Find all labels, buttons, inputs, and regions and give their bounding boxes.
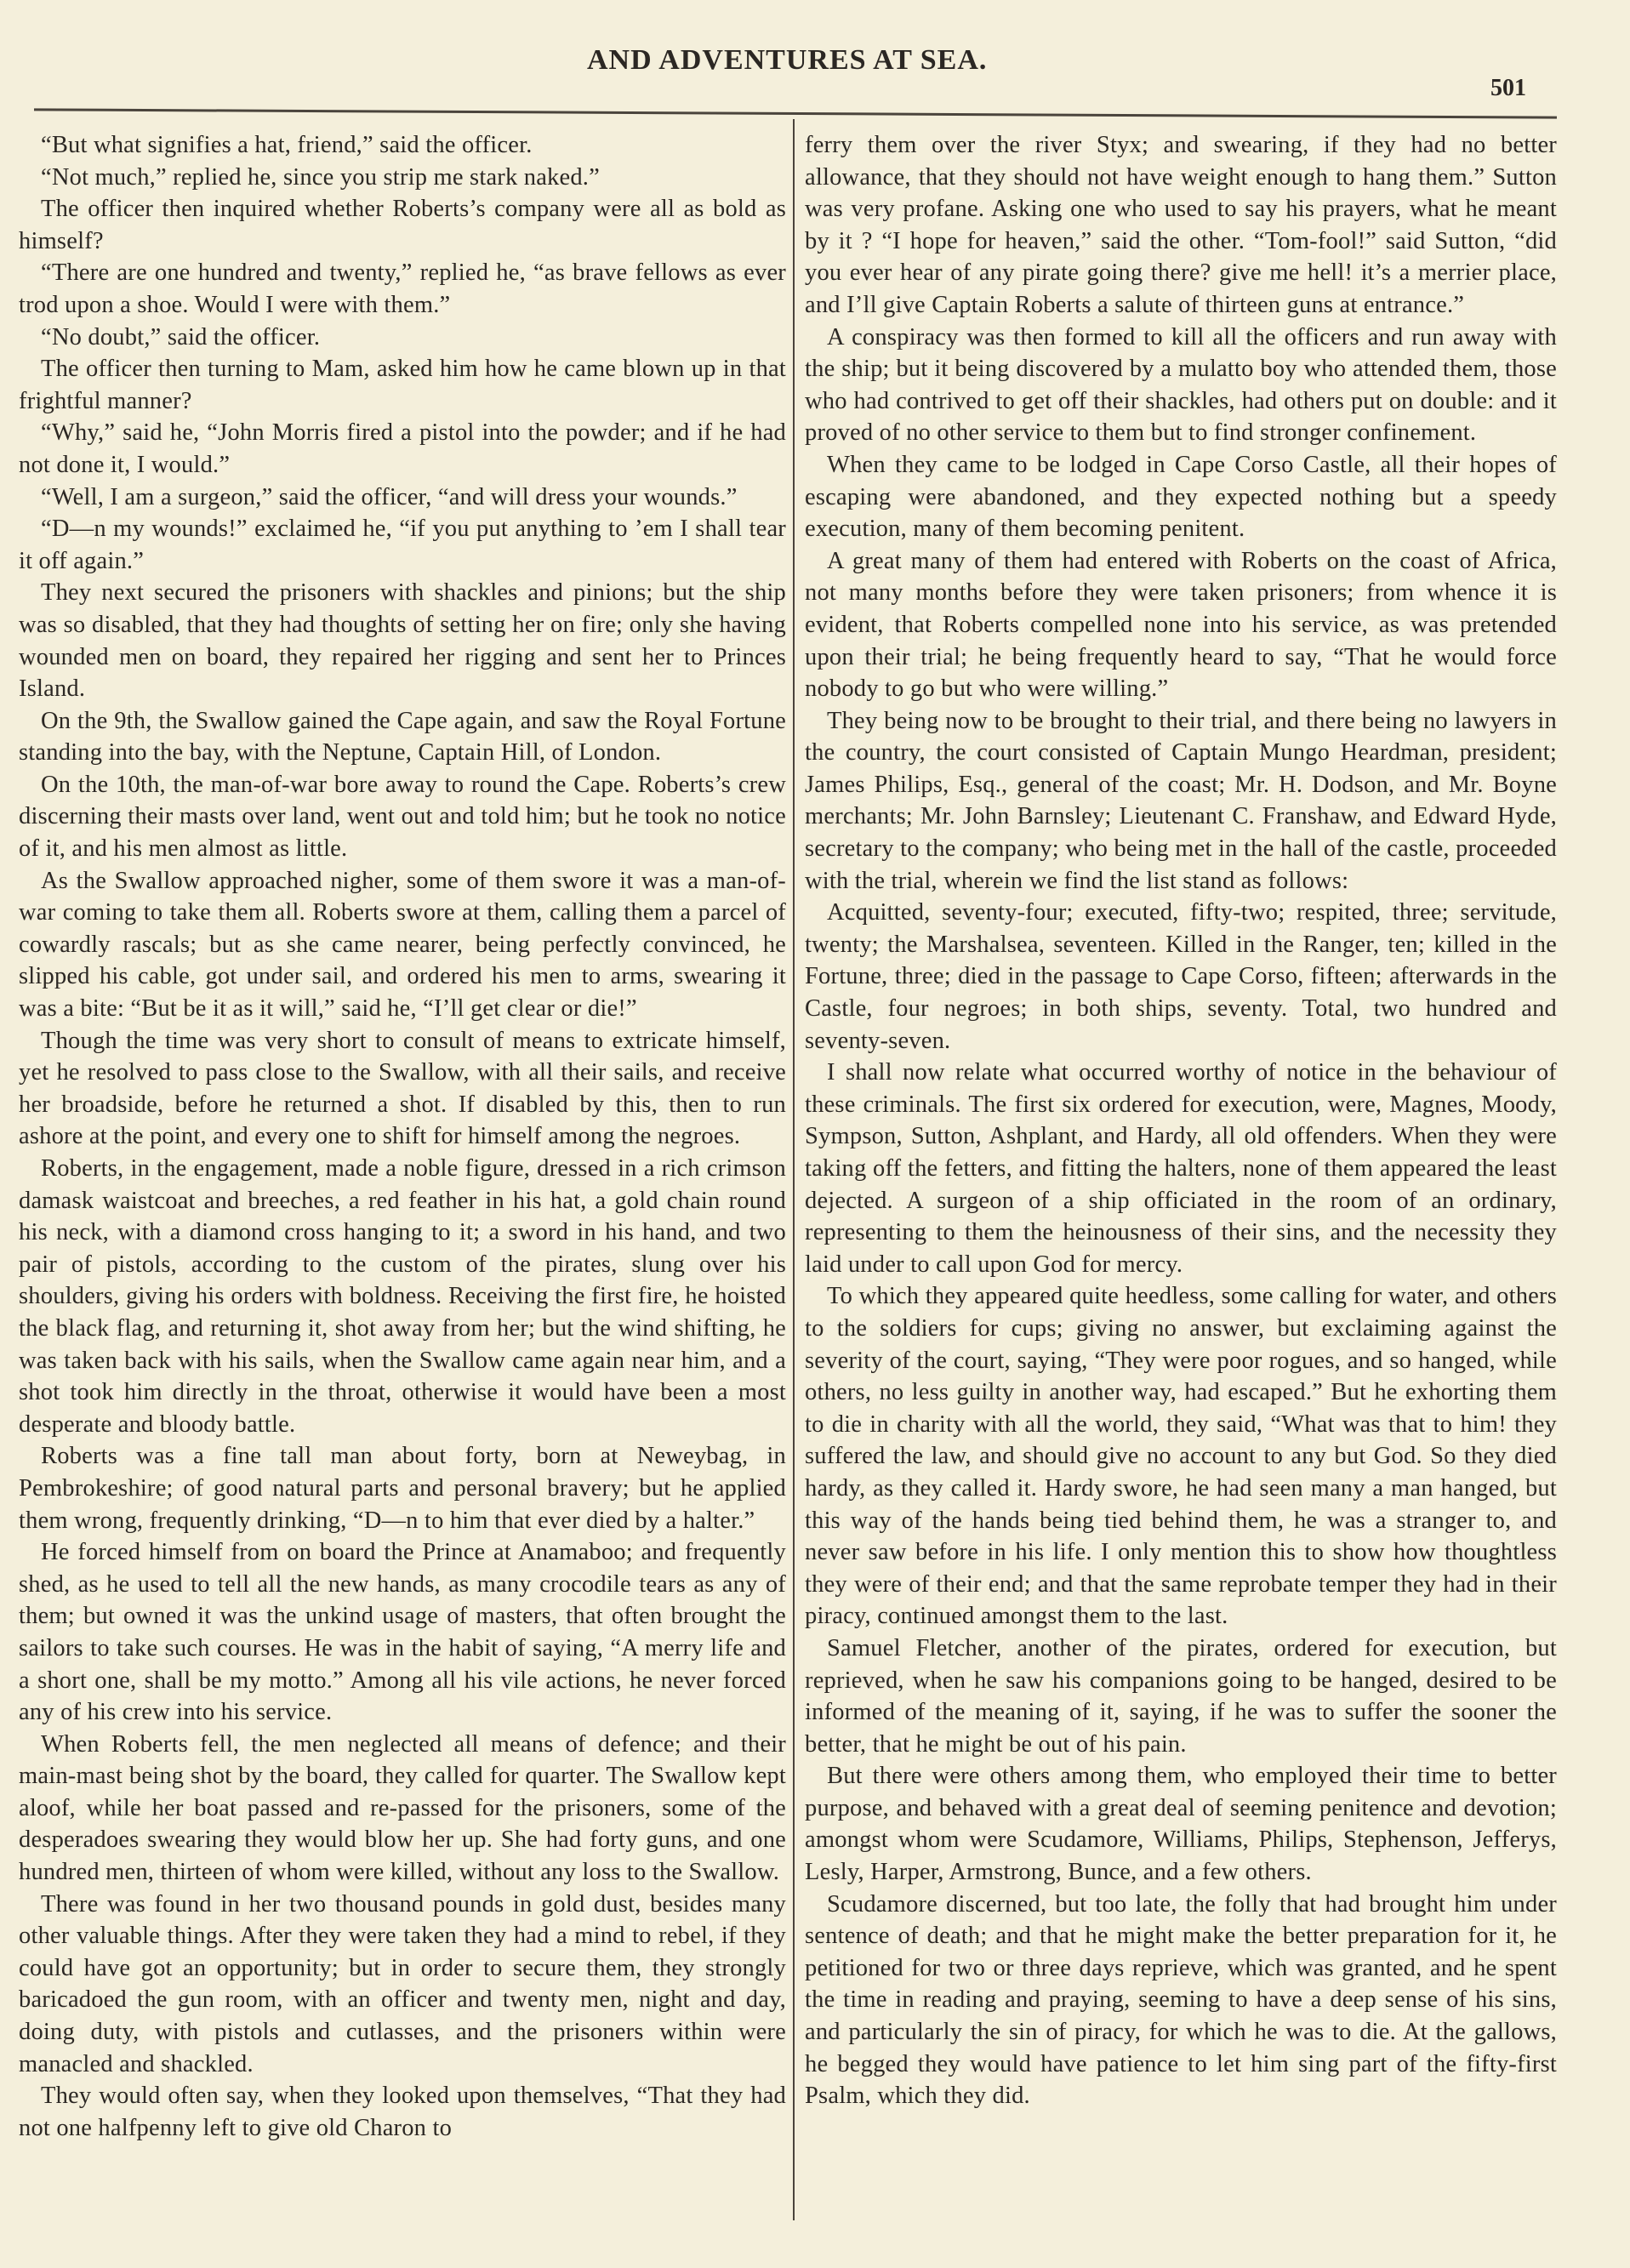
paragraph: Scudamore discerned, but too late, the folly that had brought him under sentence of death; and that he might make the better preparation for it, he petitioned for two or three days reprieve, which was granted, and he spent the time in reading and praying, seeming to have a deep sense of his sins, and particularly the sin of piracy, for which he was to die. At the gallows, he begged they would have patience to let him sing part of the fifty-first Psalm, which they did. [805,1890,1557,2110]
paragraph: When they came to be lodged in Cape Corso Castle, all their hopes of escaping were abandoned, and they expected nothing but a speedy execution, many of them becoming penitent. [805,451,1557,543]
paragraph: A great many of them had entered with Roberts on the coast of Africa, not many months before they were taken prisoners; from whence it is evident, that Roberts compelled none into his service, as was pretended upon their trial; he being frequently heard to say, “That he would force nobody to go but who were willing.” [805,547,1557,703]
column-divider [793,119,795,2220]
paragraph: The officer then turning to Mam, asked him how he came blown up in that frightful manner? [19,356,786,414]
paragraph: “But what signifies a hat, friend,” said the officer. [41,132,533,158]
page-number: 501 [1490,75,1526,101]
paragraph: They would often say, when they looked upon themselves, “That they had not one halfpenny left to give old Charon to [19,2083,786,2141]
paragraph: Roberts, in the engagement, made a noble figure, dressed in a rich crimson damask waistcoat and breeches, a red feather in his hat, a gold chain round his neck, with a diamond cross hanging to it; a sword in his hand, and two pair of pistols, according to the custom of the pirates, slung over his shoulders, giving his orders with boldness. Receiving the first fire, he hoisted the black flag, and returning it, shot away from her; but the wind shifting, he was taken back with his sails, when the Swallow came again near him, and a shot took him directly in the throat, otherwise it would have been a most desperate and bloody battle. [19,1155,786,1438]
paragraph: I shall now relate what occurred worthy of notice in the behaviour of these criminals. The first six ordered for execution, were, Magnes, Moody, Sympson, Sutton, Ashplant, and Hardy, all old offenders. When they were taking off the fetters, and fitting the halters, none of them appeared the least dejected. A surgeon of a ship officiated in the room of an ordinary, representing to them the heinousness of their sins, and the necessity they laid under to call upon God for mercy. [805,1059,1557,1278]
running-title: AND ADVENTURES AT SEA. [587,44,988,76]
paragraph: He forced himself from on board the Prince at Anamaboo; and frequently shed, as he used to tell all the new hands, as many crocodile tears as any of them; but owned it was the unkind usage of masters, that often brought the sailors to take such courses. He was in the habit of saying, “A merry life and a short one, shall be my motto.” Among all his vile actions, he never forced any of his crew into his service. [19,1539,786,1726]
paragraph: “No doubt,” said the officer. [41,323,321,350]
paragraph: On the 10th, the man-of-war bore away to round the Cape. Roberts’s crew discerning their masts over land, went out and told him; but he took no notice of it, and his men almost as little. [19,771,786,863]
paragraph: But there were others among them, who employed their time to better purpose, and behaved with a great deal of seeming penitence and devotion; amongst whom were Scudamore, Williams, Philips, Stephenson, Jefferys, Lesly, Harper, Armstrong, Bunce, and a few others. [805,1763,1557,1886]
paragraph: There was found in her two thousand pounds in gold dust, besides many other valuable things. After they were taken they had a mind to rebel, if they could have got an opportunity; but in order to secure them, they strongly baricadoed the gun room, with an officer and twenty men, night and day, doing duty, with pistols and cutlasses, and the prisoners within were manacled and shackled. [19,1890,786,2077]
paragraph: “Not much,” replied he, since you strip me stark naked.” [41,163,600,191]
paragraph: As the Swallow approached nigher, some of them swore it was a man-of-war coming to take them all. Roberts swore at them, calling them a parcel of cowardly rascals; but as she came nearer, being perfectly convinced, he slipped his cable, got under sail, and ordered his men to arms, swearing it was a bite: “But be it as it will,” said he, “I’ll get clear or die!” [19,867,786,1023]
header-rule [34,108,1557,118]
paragraph: ferry them over the river Styx; and swearing, if they had no better allowance, that they should not have weight enough to hang them.” Sutton was very profane. Asking one who used to say his prayers, what he meant by it ? “I hope for heaven,” said the other. “Tom-fool!” said Sutton, “did you ever hear of any pirate going there? give me hell! it’s a merrier place, and I’ll give Captain Roberts a salute of thirteen guns at entrance.” [805,132,1557,318]
paragraph: Acquitted, seventy-four; executed, fifty-two; respited, three; servitude, twenty; the Marshalsea, seventeen. Killed in the Ranger, ten; killed in the Fortune, three; died in the passage to Cape Corso, fifteen; afterwards in the Castle, four negroes; in both ships, seventy. Total, two hundred and seventy-seven. [805,899,1557,1054]
paragraph: “Well, I am a surgeon,” said the officer, “and will dress your wounds.” [41,483,738,510]
paragraph: Roberts was a fine tall man about forty, born at Neweybag, in Pembrokeshire; of good natural parts and personal bravery; but he applied them wrong, frequently drinking, “D—n to him that ever died by a halter.” [19,1443,786,1534]
paragraph: Samuel Fletcher, another of the pirates, ordered for execution, but reprieved, when he saw his companions going to be hanged, desired to be informed of the meaning of it, saying, if he was to suffer the sooner the better, that he might be out of his pain. [805,1634,1557,1758]
paragraph: When Roberts fell, the men neglected all means of defence; and their main-mast being shot by the board, they called for quarter. The Swallow kept aloof, while her boat passed and re-passed for the prisoners, some of the desperadoes swearing they would blow her up. She had forty guns, and one hundred men, thirteen of whom were killed, without any loss to the Swallow. [19,1730,786,1886]
paragraph: A conspiracy was then formed to kill all the officers and run away with the ship; but it being discovered by a mulatto boy who attended them, those who had contrived to get off their shackles, had others put on double: and it proved of no other service to them but to find stronger confinement. [805,323,1557,447]
right-column [805,129,1557,2112]
paragraph: On the 9th, the Swallow gained the Cape again, and saw the Royal Fortune standing into the bay, with the Neptune, Captain Hill, of London. [19,707,786,766]
paragraph: “D—n my wounds!” exclaimed he, “if you put anything to ’em I shall tear it off again.” [19,516,786,574]
left-column [19,129,786,2144]
paragraph: They next secured the prisoners with shackles and pinions; but the ship was so disabled, that they had thoughts of setting her on fire; only she having wounded men on board, they repaired her rigging and sent her to Princes Island. [19,579,786,703]
paragraph: The officer then inquired whether Roberts’s company were all as bold as himself? [19,196,786,254]
paragraph: Though the time was very short to consult of means to extricate himself, yet he resolved to pass close to the Swallow, with all their sails, and receive her broadside, before he returned a shot. If disabled by this, then to run ashore at the point, and every one to shift for himself among the negroes. [19,1027,786,1150]
paragraph: To which they appeared quite heedless, some calling for water, and others to the soldiers for cups; giving no answer, but exclaiming against the severity of the court, saying, “They were poor rogues, and so hanged, while others, no less guilty in another way, had escaped.” But he exhorting them to die in charity with all the world, they said, “What was that to him! they suffered the law, and should give no account to any but God. So they died hardy, as they called it. Hardy swore, he had seen many a man hanged, but this way of the hands being tied behind them, he was a stranger to, and never saw before in his life. I only mention this to show how thoughtless they were of their end; and that the same reprobate temper they had in their piracy, continued amongst them to the last. [805,1283,1557,1630]
paragraph: They being now to be brought to their trial, and there being no lawyers in the country, the court consisted of Captain Mungo Heardman, president; James Philips, Esq., general of the coast; Mr. H. Dodson, and Mr. Boyne merchants; Mr. John Barnsley; Lieutenant C. Franshaw, and Edward Hyde, secretary to the company; who being met in the hall of the castle, proceeded with the trial, wherein we find the list stand as follows: [805,707,1557,894]
paragraph: “Why,” said he, “John Morris fired a pistol into the powder; and if he had not done it, I would.” [19,419,786,478]
paragraph: “There are one hundred and twenty,” replied he, “as brave fellows as ever trod upon a shoe. Would I were with them.” [19,259,786,318]
